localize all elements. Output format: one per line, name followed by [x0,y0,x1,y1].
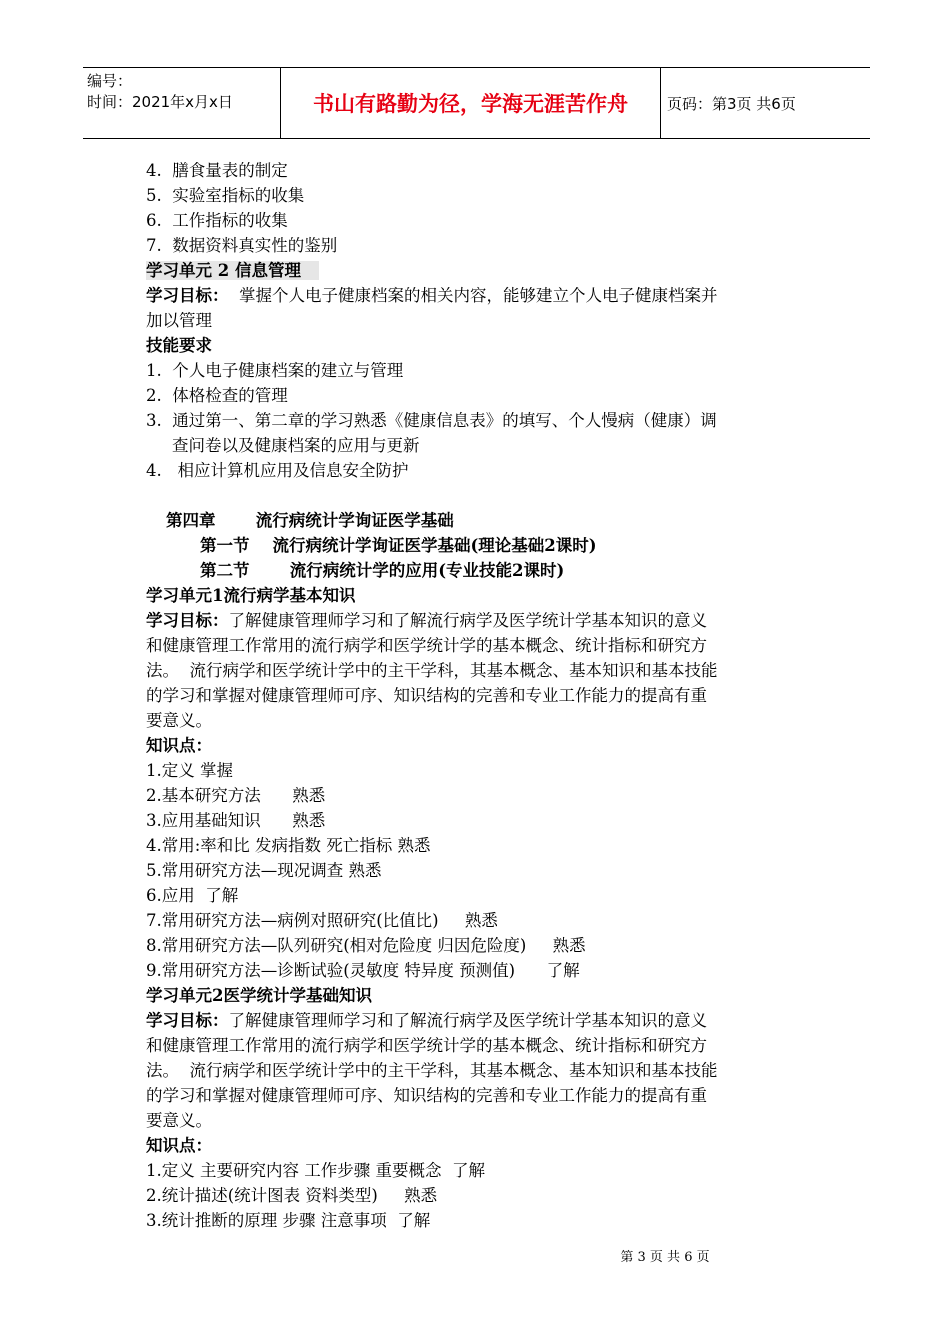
paragraph-line: 要意义。 [146,711,212,730]
list-item: 9.常用研究方法—诊断试验(灵敏度 特异度 预测值) 了解 [146,961,580,980]
list-item: 1. 个人电子健康档案的建立与管理 [146,361,404,380]
objective-line: 学习目标： 掌握个人电子健康档案的相关内容，能够建立个人电子健康档案并 [146,286,718,305]
page-header [83,67,870,139]
list-item: 8.常用研究方法—队列研究(相对危险度 归因危险度) 熟悉 [146,936,586,955]
paragraph-line: 学习目标：了解健康管理师学习和了解流行病学及医学统计学基本知识的意义 [146,1011,707,1030]
paragraph-line: 要意义。 [146,1111,212,1130]
paragraph-line: 学习目标：了解健康管理师学习和了解流行病学及医学统计学基本知识的意义 [146,611,707,630]
list-item: 3. 通过第一、第二章的学习熟悉《健康信息表》的填写、个人慢病（健康）调 [146,411,717,430]
section-heading: 知识点： [146,1136,212,1155]
highlighted-heading: 学习单元 2 信息管理 [146,261,319,280]
list-item: 3.应用基础知识 熟悉 [146,811,326,830]
paragraph-line: 法。 流行病学和医学统计学中的主干学科，其基本概念、基本知识和基本技能 [146,1061,718,1080]
list-item: 4. 相应计算机应用及信息安全防护 [146,461,409,480]
header-motto: 书山有路勤为径，学海无涯苦作舟 [280,68,661,138]
section-heading: 学习单元2医学统计学基础知识 [146,986,372,1005]
section-heading: 知识点： [146,736,212,755]
chapter-title: 第四章 流行病统计学询证医学基础 [166,511,454,530]
page-footer [0,1246,950,1265]
document-body [146,158,816,1233]
section-heading: 学习单元1流行病学基本知识 [146,586,356,605]
blank-line [146,483,816,508]
list-item: 2.统计描述(统计图表 资料类型) 熟悉 [146,1186,438,1205]
list-item: 2. 体格检查的管理 [146,386,288,405]
number-label: 编号： [87,72,133,90]
paragraph-line: 法。 流行病学和医学统计学中的主干学科，其基本概念、基本知识和基本技能 [146,661,718,680]
list-item: 6.应用 了解 [146,886,239,905]
list-item: 6. 工作指标的收集 [146,211,288,230]
paragraph-line: 加以管理 [146,311,212,330]
list-item: 7.常用研究方法—病例对照研究(比值比) 熟悉 [146,911,498,930]
footer-page-number: 第 3 页 共 6 页 [620,1250,710,1265]
objective-label: 学习目标： [146,611,229,630]
objective-label: 学习目标： [146,1011,229,1030]
list-item: 7. 数据资料真实性的鉴别 [146,236,338,255]
section-heading [146,258,816,283]
paragraph-line: 的学习和掌握对健康管理师可序、知识结构的完善和专业工作能力的提高有重 [146,1086,707,1105]
header-meta [83,68,280,138]
list-item: 2.基本研究方法 熟悉 [146,786,326,805]
list-item: 1.定义 主要研究内容 工作步骤 重要概念 了解 [146,1161,485,1180]
paragraph-line: 和健康管理工作常用的流行病学和医学统计学的基本概念、统计指标和研究方 [146,636,707,655]
list-item: 4. 膳食量表的制定 [146,161,288,180]
section-heading: 技能要求 [146,336,212,355]
objective-label: 学习目标： [146,286,229,305]
list-item: 5.常用研究方法—现况调查 熟悉 [146,861,382,880]
time-label: 时间：2021年x月x日 [87,93,233,111]
list-item: 3.统计推断的原理 步骤 注意事项 了解 [146,1211,431,1230]
section-title: 第一节 流行病统计学询证医学基础(理论基础2课时) [200,536,597,555]
section-title: 第二节 流行病统计学的应用(专业技能2课时) [200,561,565,580]
list-item: 5. 实验室指标的收集 [146,186,305,205]
list-item: 1.定义 掌握 [146,761,233,780]
paragraph-line: 的学习和掌握对健康管理师可序、知识结构的完善和专业工作能力的提高有重 [146,686,707,705]
list-item-continuation: 查问卷以及健康档案的应用与更新 [172,436,420,455]
paragraph-line: 和健康管理工作常用的流行病学和医学统计学的基本概念、统计指标和研究方 [146,1036,707,1055]
header-page-label: 页码：第3页 共6页 [667,94,796,113]
list-item: 4.常用:率和比 发病指数 死亡指标 熟悉 [146,836,431,855]
